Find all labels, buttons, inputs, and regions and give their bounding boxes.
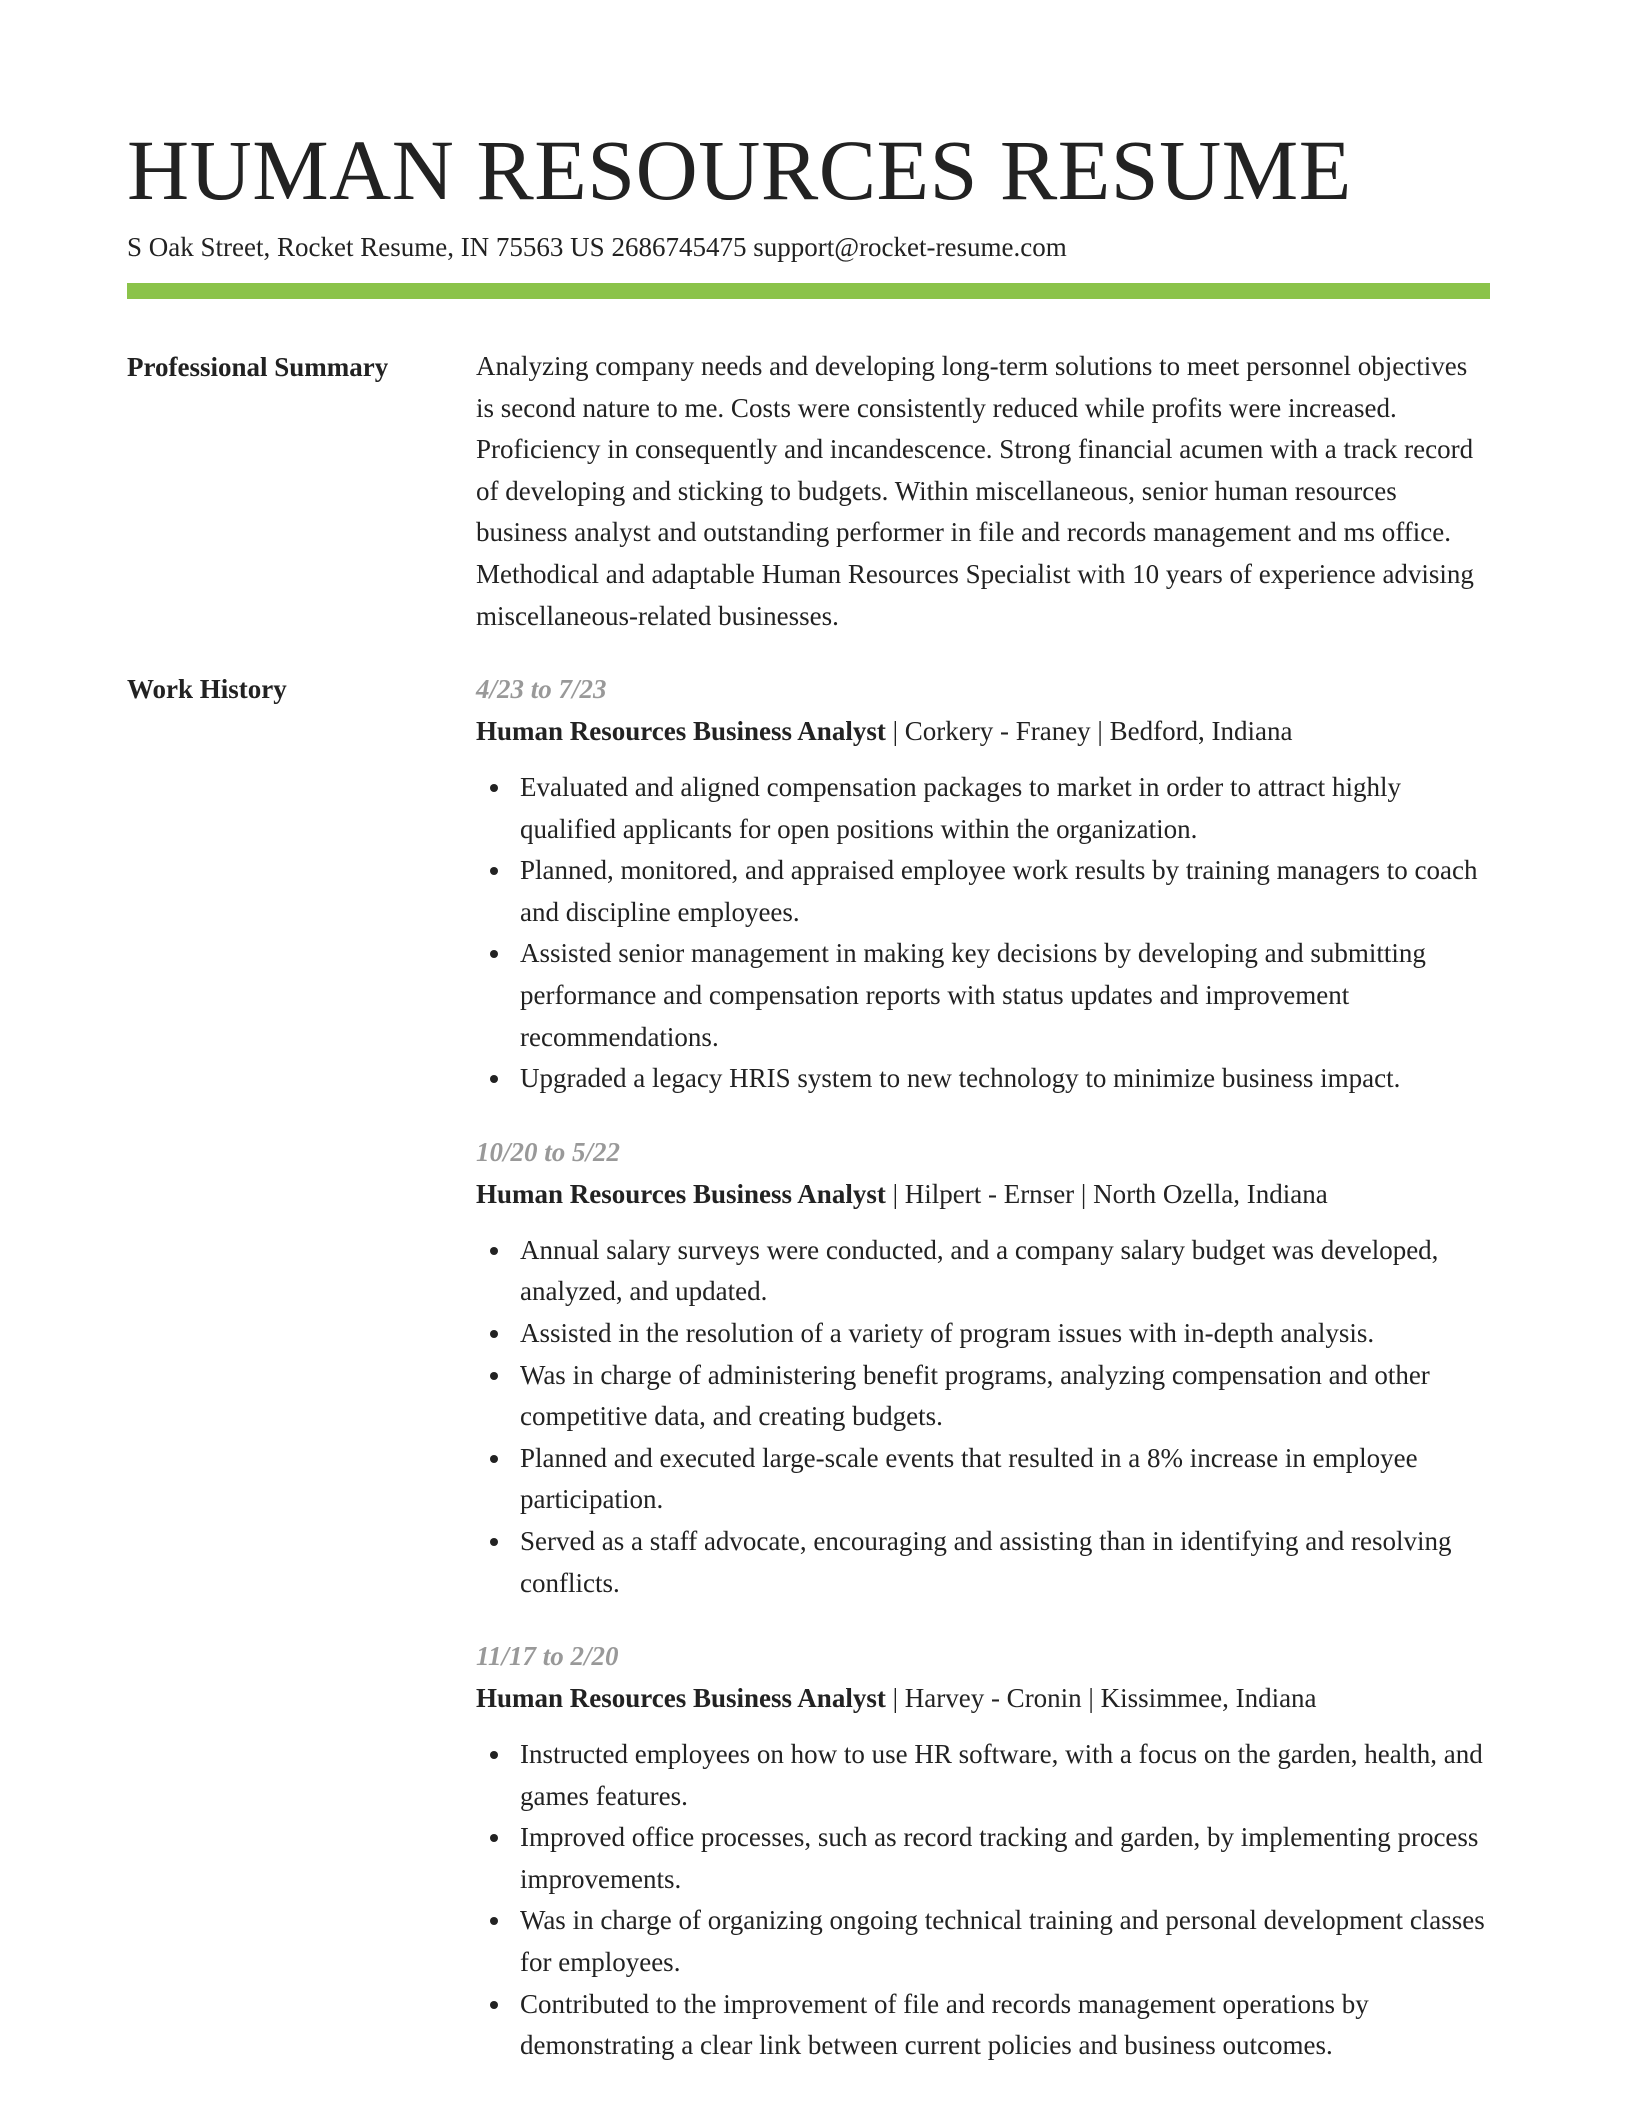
- bullet-text: Was in charge of organizing ongoing technical training and personal development classes for employees.: [520, 1905, 1485, 1978]
- job-heading: [476, 1677, 1490, 1719]
- job-title: Human Resources Business Analyst: [476, 1178, 886, 1209]
- bullet-icon: [490, 1330, 498, 1338]
- job-bullet: [476, 1230, 1490, 1313]
- job-entry: [476, 668, 1490, 1100]
- job-bullet: [476, 1058, 1490, 1100]
- job-bullet-list: [476, 1230, 1490, 1604]
- job-bullet: [476, 1734, 1490, 1817]
- job-bullet: [476, 1817, 1490, 1900]
- header-divider: [127, 283, 1490, 299]
- job-details: | Corkery - Franey | Bedford, Indiana: [885, 716, 1293, 746]
- bullet-text: Assisted in the resolution of a variety of program issues with in-depth analysis.: [520, 1317, 1375, 1348]
- bullet-icon: [490, 1455, 498, 1463]
- bullet-icon: [490, 1917, 498, 1925]
- job-entry: [476, 1635, 1490, 2067]
- job-bullet-list: [476, 1734, 1490, 2067]
- job-title: Human Resources Business Analyst: [476, 1683, 886, 1714]
- summary-text: Analyzing company needs and developing long-term solutions to meet personnel objectives is second nature to me. Costs were consistently reduced while profits were increased. Proficiency in consequently and incandescence. Strong financial acumen with a track record of developing and sticking to budgets. Within miscellaneous, senior human resources business analyst and outstanding performer in file and records management and ms office. Methodical and adaptable Human Resources Specialist with 10 years of experience advising miscellaneous-related businesses.: [476, 351, 1474, 631]
- bullet-text: Assisted senior management in making key decisions by developing and submitting performance and compensation reports with status updates and improvement recommendations.: [520, 938, 1426, 1052]
- bullet-text: Upgraded a legacy HRIS system to new technology to minimize business impact.: [520, 1063, 1401, 1094]
- bullet-icon: [490, 1834, 498, 1842]
- contact-info: S Oak Street, Rocket Resume, IN 75563 US 2686745475 support@rocket-resume.com: [127, 232, 1067, 262]
- job-bullet: [476, 1984, 1490, 2067]
- job-entry: [476, 1131, 1490, 1604]
- job-dates: 4/23 to 7/23: [476, 674, 607, 704]
- job-heading: [476, 710, 1490, 752]
- job-bullet: [476, 933, 1490, 1058]
- job-details: | Harvey - Cronin | Kissimmee, Indiana: [885, 1683, 1317, 1714]
- work-history-body: [476, 668, 1490, 2098]
- bullet-text: Instructed employees on how to use HR software, with a focus on the garden, health, and games features.: [520, 1739, 1483, 1811]
- bullet-icon: [490, 950, 498, 958]
- bullet-text: Annual salary surveys were conducted, and a company salary budget was developed, analyzed, and updated.: [520, 1234, 1439, 1307]
- bullet-text: Contributed to the improvement of file and records management operations by demonstrating a clear link between current policies and business outcomes.: [520, 1988, 1369, 2061]
- job-bullet-list: [476, 767, 1490, 1100]
- bullet-icon: [490, 1372, 498, 1380]
- job-dates: 11/17 to 2/20: [476, 1641, 619, 1672]
- bullet-icon: [490, 1538, 498, 1546]
- job-bullet: [476, 767, 1490, 850]
- bullet-text: Was in charge of administering benefit programs, analyzing compensation and other competitive data, and creating budgets.: [520, 1359, 1430, 1432]
- bullet-icon: [490, 1751, 498, 1759]
- resume-title: HUMAN RESOURCES RESUME: [127, 122, 1352, 218]
- job-bullet: [476, 850, 1490, 933]
- job-bullet: [476, 1313, 1490, 1355]
- summary-body: [476, 346, 1490, 637]
- job-heading: [476, 1173, 1490, 1215]
- job-bullet: [476, 1355, 1490, 1438]
- job-details: | Hilpert - Ernser | North Ozella, Indiana: [885, 1178, 1328, 1209]
- bullet-icon: [490, 1075, 498, 1083]
- section-label-work-history: Work History: [127, 674, 287, 704]
- bullet-icon: [490, 1247, 498, 1255]
- bullet-text: Served as a staff advocate, encouraging and assisting than in identifying and resolving conflicts.: [520, 1525, 1452, 1598]
- bullet-text: Evaluated and aligned compensation packages to market in order to attract highly qualified applicants for open positions within the organization.: [520, 772, 1401, 844]
- job-bullet: [476, 1521, 1490, 1604]
- bullet-text: Planned and executed large-scale events that resulted in a 8% increase in employee participation.: [520, 1442, 1418, 1515]
- bullet-text: Planned, monitored, and appraised employee work results by training managers to coach and discipline employees.: [520, 855, 1478, 927]
- job-title: Human Resources Business Analyst: [476, 716, 886, 746]
- section-label-summary: Professional Summary: [127, 352, 389, 382]
- bullet-icon: [490, 867, 498, 875]
- bullet-text: Improved office processes, such as record tracking and garden, by implementing process improvements.: [520, 1822, 1479, 1894]
- job-bullet: [476, 1900, 1490, 1983]
- job-bullet: [476, 1438, 1490, 1521]
- bullet-icon: [490, 2001, 498, 2009]
- job-dates: 10/20 to 5/22: [476, 1136, 621, 1167]
- bullet-icon: [490, 784, 498, 792]
